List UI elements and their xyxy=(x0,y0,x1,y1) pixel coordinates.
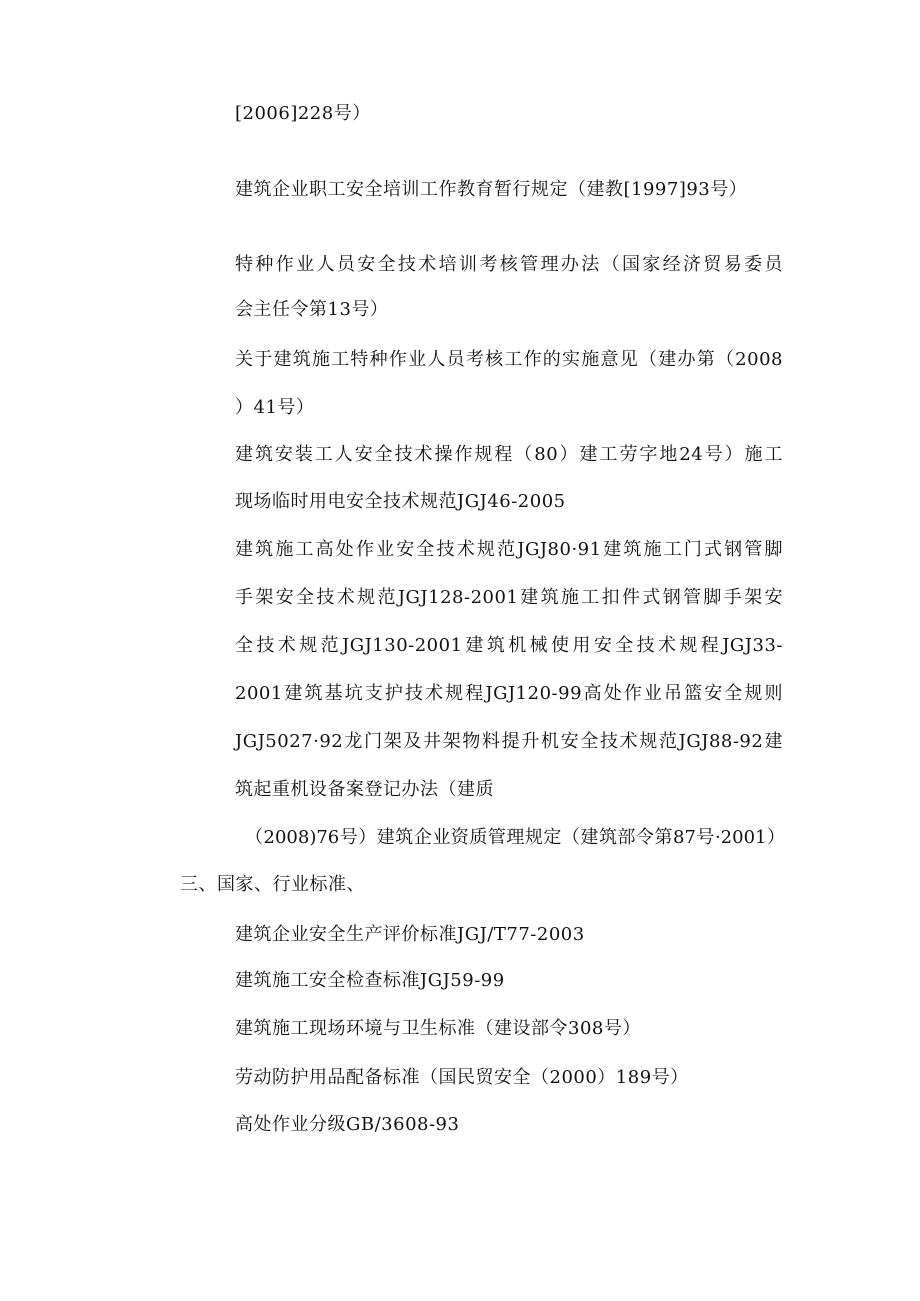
standard-item: 建筑企业安全生产评价标准JGJ/T77-2003 xyxy=(235,924,585,945)
text-line: 手架安全技术规范JGJ128-2001建筑施工扣件式钢管脚手架安 xyxy=(235,587,783,608)
text-line: 会主任令第13号） xyxy=(235,299,389,320)
standard-item: 高处作业分级GB/3608-93 xyxy=(235,1114,460,1135)
text-line: 筑起重机设备案登记办法（建质 xyxy=(235,779,494,800)
text-line: 特种作业人员安全技术培训考核管理办法（国家经济贸易委员 xyxy=(235,254,783,275)
text-line: 建筑施工高处作业安全技术规范JGJ80·91建筑施工门式钢管脚 xyxy=(235,539,783,560)
standard-item: 建筑施工现场环境与卫生标准（建设部令308号） xyxy=(235,1018,641,1039)
section-heading: 三、国家、行业标准、 xyxy=(180,874,365,895)
text-line: 全技术规范JGJ130-2001建筑机械使用安全技术规程JGJ33- xyxy=(235,635,783,656)
text-line: 建筑安装工人安全技术操作规程（80）建工劳字地24号）施工 xyxy=(235,444,783,465)
text-line: 现场临时用电安全技术规范JGJ46-2005 xyxy=(235,491,566,512)
text-line: ）41号） xyxy=(235,397,315,418)
text-line: JGJ5027·92龙门架及井架物料提升机安全技术规范JGJ88-92建 xyxy=(235,731,783,752)
text-line: [2006]228号） xyxy=(235,103,371,124)
standard-item: 劳动防护用品配备标准（国民贸安全（2000）189号） xyxy=(235,1067,689,1088)
text-line: 2001建筑基坑支护技术规程JGJ120-99高处作业吊篮安全规则 xyxy=(235,683,783,704)
standard-item: 建筑施工安全检查标准JGJ59-99 xyxy=(235,970,505,991)
text-line: 关于建筑施工特种作业人员考核工作的实施意见（建办第（2008 xyxy=(235,349,783,370)
text-line: （2008)76号）建筑企业资质管理规定（建筑部令第87号·2001） xyxy=(245,827,785,848)
text-line: 建筑企业职工安全培训工作教育暂行规定（建教[1997]93号） xyxy=(235,179,748,200)
